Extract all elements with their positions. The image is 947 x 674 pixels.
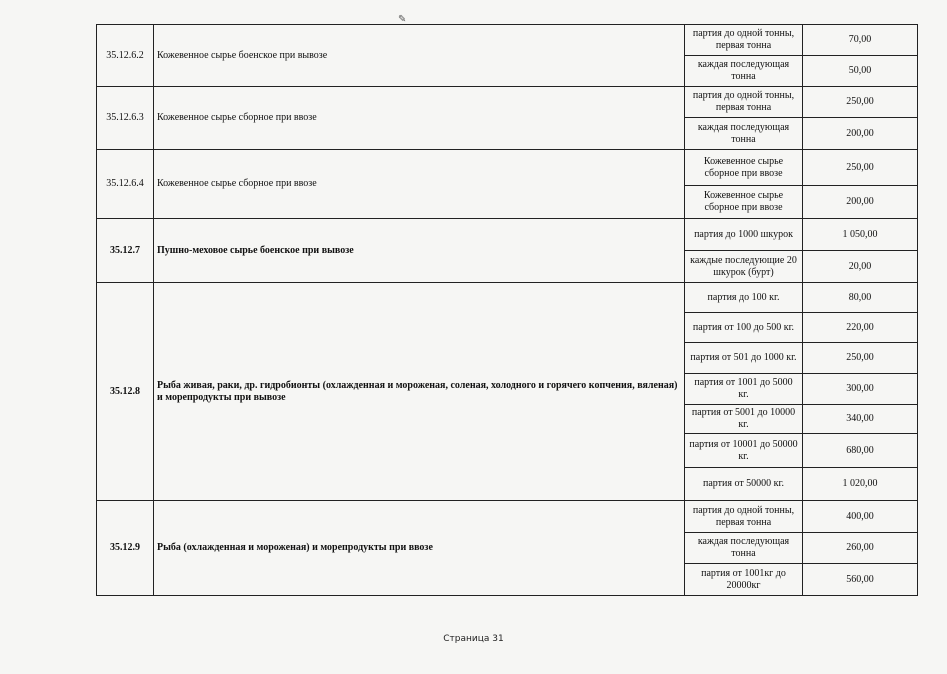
item-name: Кожевенное сырье боенское при вывозе — [154, 25, 685, 87]
batch-unit: партия от 100 до 500 кг. — [685, 313, 803, 343]
item-code: 35.12.6.3 — [97, 87, 154, 150]
batch-unit: партия до одной тонны, первая тонна — [685, 501, 803, 533]
batch-unit: каждые последующие 20 шкурок (бурт) — [685, 251, 803, 283]
price: 200,00 — [803, 118, 918, 150]
price: 70,00 — [803, 25, 918, 56]
item-code: 35.12.8 — [97, 283, 154, 501]
item-name: Кожевенное сырье сборное при ввозе — [154, 150, 685, 219]
price: 50,00 — [803, 56, 918, 87]
batch-unit: партия до 100 кг. — [685, 283, 803, 313]
batch-unit: партия от 1001 до 5000 кг. — [685, 374, 803, 405]
price: 220,00 — [803, 313, 918, 343]
price: 1 050,00 — [803, 219, 918, 251]
table-row — [97, 25, 918, 56]
item-code: 35.12.6.4 — [97, 150, 154, 219]
batch-unit: каждая последующая тонна — [685, 118, 803, 150]
table-row — [97, 150, 918, 186]
item-name: Кожевенное сырье сборное при ввозе — [154, 87, 685, 150]
batch-unit: Кожевенное сырье сборное при ввозе — [685, 186, 803, 219]
item-name: Рыба живая, раки, др. гидробионты (охлажденная и мороженая, соленая, холодного и горячего копчения, вяленая) и морепродукты при вывозе — [154, 283, 685, 501]
batch-unit: Кожевенное сырье сборное при ввозе — [685, 150, 803, 186]
batch-unit: партия от 5001 до 10000 кг. — [685, 405, 803, 434]
price: 560,00 — [803, 564, 918, 596]
scan-artifact-mark: ✎ — [398, 14, 407, 25]
item-code: 35.12.9 — [97, 501, 154, 596]
price: 250,00 — [803, 87, 918, 118]
price: 400,00 — [803, 501, 918, 533]
price: 20,00 — [803, 251, 918, 283]
price: 340,00 — [803, 405, 918, 434]
table-row — [97, 219, 918, 251]
item-code: 35.12.7 — [97, 219, 154, 283]
price: 250,00 — [803, 343, 918, 374]
price: 200,00 — [803, 186, 918, 219]
table-row — [97, 501, 918, 533]
batch-unit: партия от 50000 кг. — [685, 468, 803, 501]
price: 80,00 — [803, 283, 918, 313]
batch-unit: каждая последующая тонна — [685, 533, 803, 564]
price: 260,00 — [803, 533, 918, 564]
price: 300,00 — [803, 374, 918, 405]
table-row — [97, 87, 918, 118]
price: 250,00 — [803, 150, 918, 186]
price: 1 020,00 — [803, 468, 918, 501]
table-row — [97, 283, 918, 313]
page-number: Страница 31 — [443, 634, 504, 644]
item-code: 35.12.6.2 — [97, 25, 154, 87]
tariff-table — [96, 24, 918, 596]
batch-unit: каждая последующая тонна — [685, 56, 803, 87]
batch-unit: партия от 1001кг до 20000кг — [685, 564, 803, 596]
price: 680,00 — [803, 434, 918, 468]
batch-unit: партия от 501 до 1000 кг. — [685, 343, 803, 374]
item-name: Пушно-меховое сырье боенское при вывозе — [154, 219, 685, 283]
item-name: Рыба (охлажденная и мороженая) и морепродукты при ввозе — [154, 501, 685, 596]
batch-unit: партия до одной тонны, первая тонна — [685, 87, 803, 118]
tariff-table-body — [97, 25, 918, 596]
batch-unit: партия от 10001 до 50000 кг. — [685, 434, 803, 468]
batch-unit: партия до одной тонны, первая тонна — [685, 25, 803, 56]
batch-unit: партия до 1000 шкурок — [685, 219, 803, 251]
